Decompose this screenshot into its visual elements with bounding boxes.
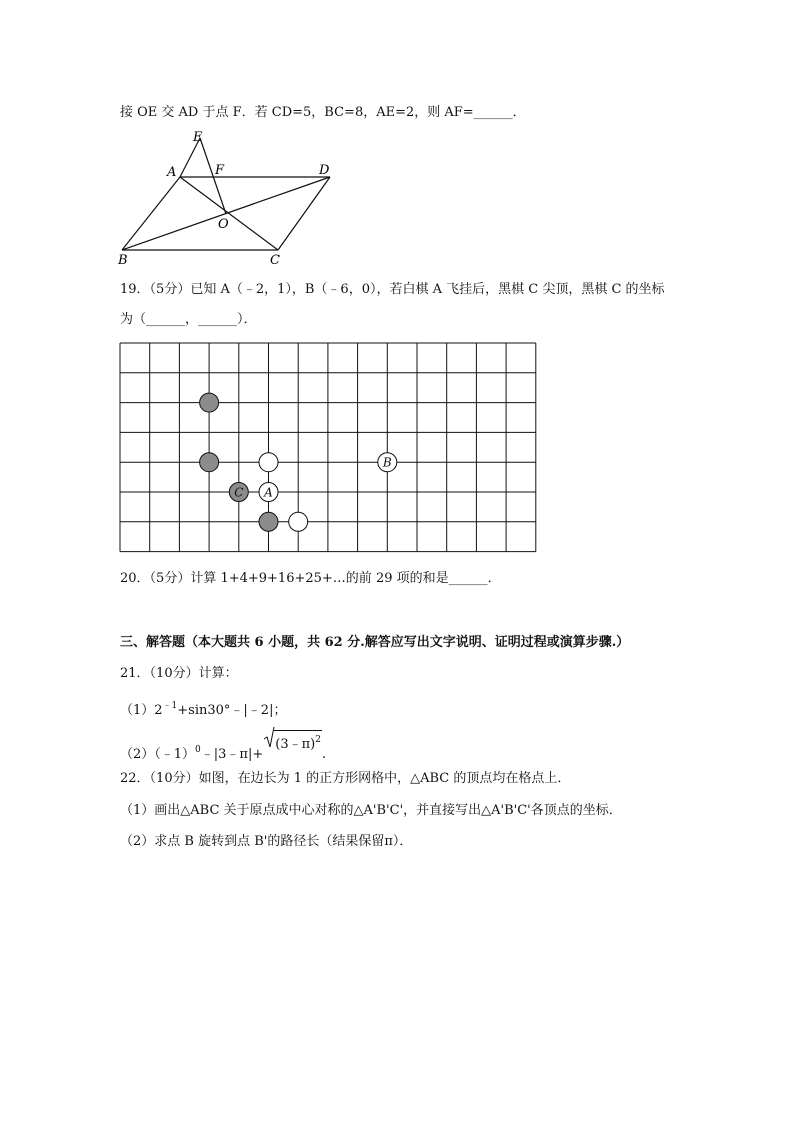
label-a: A: [167, 165, 177, 180]
label-o: O: [218, 217, 229, 232]
q21-p2-b: ﹣|3﹣π|+: [200, 747, 264, 762]
q22-part2: （2）求点 B 旋转到点 B'的路径长（结果保留π）．: [120, 834, 413, 849]
label-c: C: [270, 253, 280, 268]
stone-label: C: [234, 485, 244, 500]
white-stone: [259, 453, 278, 472]
label-d: D: [319, 163, 330, 178]
q22-title: 22．（10分）如图，在边长为 1 的正方形网格中，△ABC 的顶点均在格点上．: [120, 771, 571, 786]
q21-p1-sup: ﹣1: [162, 701, 178, 711]
q20: 20．（5分）计算 1+4+9+16+25+…的前 29 项的和是______．: [120, 571, 501, 586]
q21-p2-radicand: (3﹣π): [275, 737, 316, 752]
q19-line2: 为（______，______）．: [120, 312, 257, 327]
q21-p2-a: （2）（﹣1）: [120, 747, 196, 762]
q21-p2-end: .: [321, 747, 327, 762]
q18-tail: 接 OE 交 AD 于点 F．若 CD=5，BC=8，AE=2，则 AF=______．: [120, 105, 526, 120]
stone-label: B: [382, 455, 392, 470]
q22-part1: （1）画出△ABC 关于原点成中心对称的△A'B'C'，并直接写出△A'B'C'各顶点的坐标．: [120, 803, 622, 818]
q19-line1: 19．（5分）已知 A（﹣2，1），B（﹣6，0），若白棋 A 飞挂后，黑棋 C 尖顶，黑棋 C 的坐标: [120, 282, 665, 297]
q21-part2: [120, 735, 327, 764]
q21-p1-a: （1）2: [120, 703, 163, 718]
q21-p2-radsup: 2: [315, 735, 321, 745]
black-stone: [200, 453, 219, 472]
q21-p1-b: +sin30°﹣|﹣2|；: [177, 703, 287, 718]
white-stone: [289, 512, 308, 531]
parallelogram-figure: [110, 128, 350, 268]
label-f: F: [215, 163, 225, 178]
label-b: B: [118, 253, 128, 268]
q21-part1: [120, 697, 286, 720]
q21-title: 21．（10分）计算：: [120, 666, 238, 681]
label-e: E: [193, 130, 203, 145]
black-stone: [200, 393, 219, 412]
black-stone: [259, 512, 278, 531]
q21-p2-sup: 0: [195, 745, 201, 755]
sqrt-expression: [263, 735, 322, 762]
stone-label: A: [264, 485, 273, 500]
go-board: [118, 341, 538, 555]
section-3-heading: 三、解答题（本大题共 6 小题，共 62 分.解答应写出文字说明、证明过程或演算步骤.）: [120, 635, 630, 650]
